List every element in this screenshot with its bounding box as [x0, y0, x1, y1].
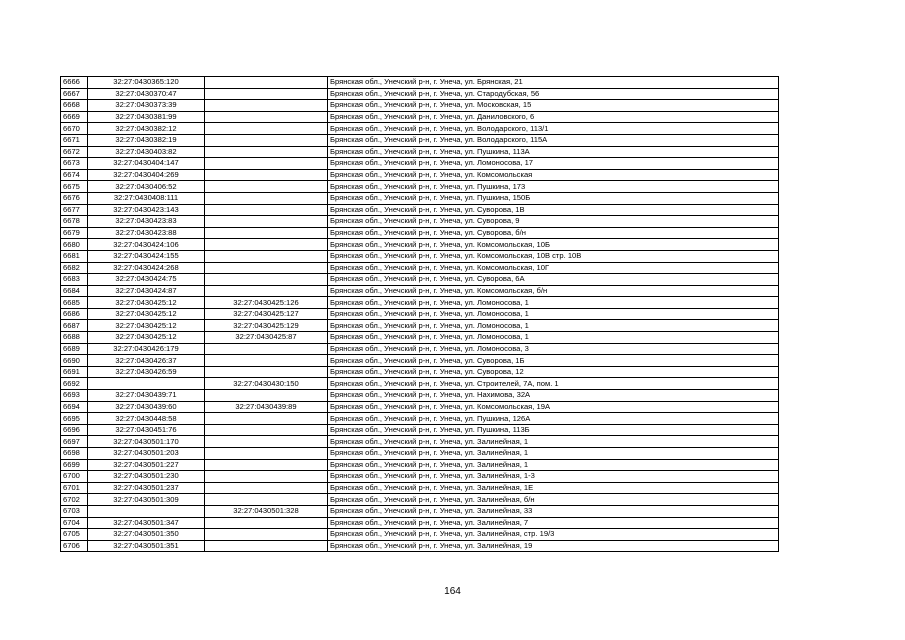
address-cell: Брянская обл., Унечский р-н, г. Унеча, ул. Стародубская, 56: [328, 88, 779, 100]
cadastral-number-cell: 32:27:0430423:88: [88, 227, 205, 239]
address-cell: Брянская обл., Унечский р-н, г. Унеча, ул. Залинейная, 1-3: [328, 471, 779, 483]
table-row: [61, 192, 779, 204]
cadastral-number-cell: 32:27:0430403:82: [88, 146, 205, 158]
address-cell: Брянская обл., Унечский р-н, г. Унеча, ул. Залинейная, 1: [328, 436, 779, 448]
row-number-cell: 6699: [61, 459, 88, 471]
related-cadastral-number-cell: [205, 471, 328, 483]
table-row: [61, 540, 779, 552]
table-row: [61, 77, 779, 89]
table-row: [61, 285, 779, 297]
table-row: [61, 390, 779, 402]
related-cadastral-number-cell: [205, 494, 328, 506]
cadastral-number-cell: 32:27:0430408:111: [88, 192, 205, 204]
row-number-cell: 6690: [61, 355, 88, 367]
table-row: [61, 169, 779, 181]
table-row: [61, 262, 779, 274]
cadastral-number-cell: 32:27:0430451:76: [88, 424, 205, 436]
row-number-cell: 6667: [61, 88, 88, 100]
address-cell: Брянская обл., Унечский р-н, г. Унеча, ул. Ломоносова, 1: [328, 308, 779, 320]
related-cadastral-number-cell: [205, 390, 328, 402]
address-cell: Брянская обл., Унечский р-н, г. Унеча, ул. Пушкина, 113Б: [328, 424, 779, 436]
related-cadastral-number-cell: [205, 77, 328, 89]
table-row: [61, 413, 779, 425]
cadastral-number-cell: 32:27:0430425:12: [88, 297, 205, 309]
related-cadastral-number-cell: [205, 366, 328, 378]
related-cadastral-number-cell: [205, 343, 328, 355]
related-cadastral-number-cell: [205, 192, 328, 204]
table-row: [61, 366, 779, 378]
address-cell: Брянская обл., Унечский р-н, г. Унеча, ул. Комсомольская, 19А: [328, 401, 779, 413]
cadastral-number-cell: 32:27:0430424:87: [88, 285, 205, 297]
cadastral-number-cell: 32:27:0430382:19: [88, 134, 205, 146]
cadastral-number-cell: [88, 378, 205, 390]
cadastral-number-cell: 32:27:0430370:47: [88, 88, 205, 100]
table-row: [61, 448, 779, 460]
row-number-cell: 6675: [61, 181, 88, 193]
related-cadastral-number-cell: 32:27:0430430:150: [205, 378, 328, 390]
table-row: [61, 517, 779, 529]
related-cadastral-number-cell: 32:27:0430439:89: [205, 401, 328, 413]
address-cell: Брянская обл., Унечский р-н, г. Унеча, ул. Залинейная, 1: [328, 448, 779, 460]
row-number-cell: 6686: [61, 308, 88, 320]
related-cadastral-number-cell: 32:27:0430425:87: [205, 332, 328, 344]
cadastral-number-cell: 32:27:0430373:39: [88, 100, 205, 112]
related-cadastral-number-cell: [205, 216, 328, 228]
cadastral-number-cell: 32:27:0430404:147: [88, 158, 205, 170]
address-cell: Брянская обл., Унечский р-н, г. Унеча, ул. Пушкина, 113А: [328, 146, 779, 158]
row-number-cell: 6680: [61, 239, 88, 251]
row-number-cell: 6698: [61, 448, 88, 460]
row-number-cell: 6681: [61, 250, 88, 262]
row-number-cell: 6683: [61, 274, 88, 286]
related-cadastral-number-cell: [205, 227, 328, 239]
cadastral-number-cell: 32:27:0430424:106: [88, 239, 205, 251]
row-number-cell: 6682: [61, 262, 88, 274]
address-cell: Брянская обл., Унечский р-н, г. Унеча, ул. Ломоносова, 1: [328, 332, 779, 344]
table-row: [61, 355, 779, 367]
related-cadastral-number-cell: [205, 448, 328, 460]
cadastral-number-cell: 32:27:0430423:83: [88, 216, 205, 228]
row-number-cell: 6670: [61, 123, 88, 135]
cadastral-number-cell: 32:27:0430423:143: [88, 204, 205, 216]
cadastral-number-cell: 32:27:0430426:37: [88, 355, 205, 367]
table-row: [61, 100, 779, 112]
related-cadastral-number-cell: [205, 100, 328, 112]
table-row: [61, 123, 779, 135]
row-number-cell: 6700: [61, 471, 88, 483]
address-cell: Брянская обл., Унечский р-н, г. Унеча, ул. Комсомольская: [328, 169, 779, 181]
related-cadastral-number-cell: [205, 111, 328, 123]
address-cell: Брянская обл., Унечский р-н, г. Унеча, ул. Суворова, б/н: [328, 227, 779, 239]
table-row: [61, 227, 779, 239]
table-row: [61, 204, 779, 216]
related-cadastral-number-cell: [205, 413, 328, 425]
related-cadastral-number-cell: [205, 158, 328, 170]
address-cell: Брянская обл., Унечский р-н, г. Унеча, ул. Володарского, 113/1: [328, 123, 779, 135]
row-number-cell: 6693: [61, 390, 88, 402]
cadastral-number-cell: 32:27:0430404:269: [88, 169, 205, 181]
row-number-cell: 6691: [61, 366, 88, 378]
address-cell: Брянская обл., Унечский р-н, г. Унеча, ул. Залинейная, 1Е: [328, 482, 779, 494]
table-row: [61, 216, 779, 228]
table-row: [61, 482, 779, 494]
related-cadastral-number-cell: [205, 169, 328, 181]
address-cell: Брянская обл., Унечский р-н, г. Унеча, ул. Ломоносова, 17: [328, 158, 779, 170]
address-cell: Брянская обл., Унечский р-н, г. Унеча, ул. Комсомольская, 10Б: [328, 239, 779, 251]
cadastral-number-cell: 32:27:0430501:227: [88, 459, 205, 471]
cadastral-number-cell: 32:27:0430382:12: [88, 123, 205, 135]
registry-table-body: [61, 77, 779, 552]
cadastral-number-cell: 32:27:0430501:350: [88, 529, 205, 541]
cadastral-number-cell: 32:27:0430424:155: [88, 250, 205, 262]
table-row: [61, 239, 779, 251]
table-row: [61, 424, 779, 436]
address-cell: Брянская обл., Унечский р-н, г. Унеча, ул. Залинейная, 1: [328, 459, 779, 471]
related-cadastral-number-cell: [205, 274, 328, 286]
related-cadastral-number-cell: 32:27:0430425:129: [205, 320, 328, 332]
address-cell: Брянская обл., Унечский р-н, г. Унеча, ул. Комсомольская, 10Г: [328, 262, 779, 274]
address-cell: Брянская обл., Унечский р-н, г. Унеча, ул. Залинейная, 19: [328, 540, 779, 552]
related-cadastral-number-cell: [205, 482, 328, 494]
row-number-cell: 6694: [61, 401, 88, 413]
cadastral-number-cell: 32:27:0430501:170: [88, 436, 205, 448]
related-cadastral-number-cell: [205, 529, 328, 541]
table-row: [61, 343, 779, 355]
related-cadastral-number-cell: [205, 250, 328, 262]
related-cadastral-number-cell: [205, 239, 328, 251]
related-cadastral-number-cell: [205, 436, 328, 448]
row-number-cell: 6706: [61, 540, 88, 552]
related-cadastral-number-cell: [205, 424, 328, 436]
related-cadastral-number-cell: [205, 181, 328, 193]
cadastral-number-cell: 32:27:0430426:59: [88, 366, 205, 378]
table-row: [61, 320, 779, 332]
cadastral-number-cell: 32:27:0430501:203: [88, 448, 205, 460]
address-cell: Брянская обл., Унечский р-н, г. Унеча, ул. Ломоносова, 1: [328, 320, 779, 332]
address-cell: Брянская обл., Унечский р-н, г. Унеча, ул. Строителей, 7А, пом. 1: [328, 378, 779, 390]
table-row: [61, 146, 779, 158]
table-row: [61, 459, 779, 471]
cadastral-number-cell: 32:27:0430439:60: [88, 401, 205, 413]
address-cell: Брянская обл., Унечский р-н, г. Унеча, ул. Даниловского, 6: [328, 111, 779, 123]
cadastral-number-cell: [88, 505, 205, 517]
registry-table: [60, 76, 779, 552]
address-cell: Брянская обл., Унечский р-н, г. Унеча, ул. Комсомольская, б/н: [328, 285, 779, 297]
address-cell: Брянская обл., Унечский р-н, г. Унеча, ул. Пушкина, 173: [328, 181, 779, 193]
row-number-cell: 6684: [61, 285, 88, 297]
related-cadastral-number-cell: 32:27:0430425:126: [205, 297, 328, 309]
cadastral-number-cell: 32:27:0430425:12: [88, 320, 205, 332]
table-row: [61, 134, 779, 146]
cadastral-number-cell: 32:27:0430424:75: [88, 274, 205, 286]
table-row: [61, 471, 779, 483]
address-cell: Брянская обл., Унечский р-н, г. Унеча, ул. Комсомольская, 10В стр. 10В: [328, 250, 779, 262]
row-number-cell: 6677: [61, 204, 88, 216]
related-cadastral-number-cell: [205, 134, 328, 146]
related-cadastral-number-cell: [205, 204, 328, 216]
related-cadastral-number-cell: [205, 517, 328, 529]
table-row: [61, 158, 779, 170]
table-row: [61, 332, 779, 344]
related-cadastral-number-cell: [205, 285, 328, 297]
address-cell: Брянская обл., Унечский р-н, г. Унеча, ул. Залинейная, б/н: [328, 494, 779, 506]
cadastral-number-cell: 32:27:0430439:71: [88, 390, 205, 402]
related-cadastral-number-cell: 32:27:0430501:328: [205, 505, 328, 517]
address-cell: Брянская обл., Унечский р-н, г. Унеча, ул. Суворова, 1Б: [328, 355, 779, 367]
row-number-cell: 6703: [61, 505, 88, 517]
row-number-cell: 6697: [61, 436, 88, 448]
related-cadastral-number-cell: [205, 355, 328, 367]
cadastral-number-cell: 32:27:0430501:237: [88, 482, 205, 494]
address-cell: Брянская обл., Унечский р-н, г. Унеча, ул. Залинейная, 7: [328, 517, 779, 529]
related-cadastral-number-cell: [205, 540, 328, 552]
cadastral-number-cell: 32:27:0430425:12: [88, 308, 205, 320]
row-number-cell: 6705: [61, 529, 88, 541]
address-cell: Брянская обл., Унечский р-н, г. Унеча, ул. Суворова, 6А: [328, 274, 779, 286]
table-row: [61, 529, 779, 541]
page-number: 164: [444, 586, 461, 597]
row-number-cell: 6672: [61, 146, 88, 158]
table-row: [61, 274, 779, 286]
table-row: [61, 494, 779, 506]
address-cell: Брянская обл., Унечский р-н, г. Унеча, ул. Залинейная, 33: [328, 505, 779, 517]
cadastral-number-cell: 32:27:0430501:230: [88, 471, 205, 483]
related-cadastral-number-cell: [205, 459, 328, 471]
row-number-cell: 6671: [61, 134, 88, 146]
related-cadastral-number-cell: [205, 262, 328, 274]
cadastral-number-cell: 32:27:0430424:268: [88, 262, 205, 274]
cadastral-number-cell: 32:27:0430501:351: [88, 540, 205, 552]
row-number-cell: 6668: [61, 100, 88, 112]
cadastral-number-cell: 32:27:0430425:12: [88, 332, 205, 344]
table-row: [61, 181, 779, 193]
row-number-cell: 6673: [61, 158, 88, 170]
address-cell: Брянская обл., Унечский р-н, г. Унеча, ул. Ломоносова, 1: [328, 297, 779, 309]
row-number-cell: 6695: [61, 413, 88, 425]
table-row: [61, 401, 779, 413]
row-number-cell: 6688: [61, 332, 88, 344]
address-cell: Брянская обл., Унечский р-н, г. Унеча, ул. Пушкина, 150Б: [328, 192, 779, 204]
row-number-cell: 6696: [61, 424, 88, 436]
address-cell: Брянская обл., Унечский р-н, г. Унеча, ул. Московская, 15: [328, 100, 779, 112]
table-row: [61, 308, 779, 320]
address-cell: Брянская обл., Унечский р-н, г. Унеча, ул. Нахимова, 32А: [328, 390, 779, 402]
related-cadastral-number-cell: 32:27:0430425:127: [205, 308, 328, 320]
address-cell: Брянская обл., Унечский р-н, г. Унеча, ул. Залинейная, стр. 19/3: [328, 529, 779, 541]
table-row: [61, 111, 779, 123]
row-number-cell: 6687: [61, 320, 88, 332]
related-cadastral-number-cell: [205, 88, 328, 100]
row-number-cell: 6685: [61, 297, 88, 309]
address-cell: Брянская обл., Унечский р-н, г. Унеча, ул. Суворова, 1В: [328, 204, 779, 216]
table-row: [61, 436, 779, 448]
row-number-cell: 6704: [61, 517, 88, 529]
address-cell: Брянская обл., Унечский р-н, г. Унеча, ул. Ломоносова, 3: [328, 343, 779, 355]
cadastral-number-cell: 32:27:0430501:347: [88, 517, 205, 529]
cadastral-number-cell: 32:27:0430381:99: [88, 111, 205, 123]
row-number-cell: 6692: [61, 378, 88, 390]
table-row: [61, 378, 779, 390]
table-row: [61, 88, 779, 100]
address-cell: Брянская обл., Унечский р-н, г. Унеча, ул. Суворова, 9: [328, 216, 779, 228]
row-number-cell: 6678: [61, 216, 88, 228]
table-row: [61, 505, 779, 517]
table-row: [61, 297, 779, 309]
cadastral-number-cell: 32:27:0430365:120: [88, 77, 205, 89]
row-number-cell: 6679: [61, 227, 88, 239]
related-cadastral-number-cell: [205, 146, 328, 158]
cadastral-number-cell: 32:27:0430501:309: [88, 494, 205, 506]
cadastral-number-cell: 32:27:0430406:52: [88, 181, 205, 193]
row-number-cell: 6702: [61, 494, 88, 506]
row-number-cell: 6701: [61, 482, 88, 494]
row-number-cell: 6674: [61, 169, 88, 181]
table-row: [61, 250, 779, 262]
row-number-cell: 6676: [61, 192, 88, 204]
address-cell: Брянская обл., Унечский р-н, г. Унеча, ул. Володарского, 115А: [328, 134, 779, 146]
related-cadastral-number-cell: [205, 123, 328, 135]
cadastral-number-cell: 32:27:0430448:58: [88, 413, 205, 425]
address-cell: Брянская обл., Унечский р-н, г. Унеча, ул. Суворова, 12: [328, 366, 779, 378]
row-number-cell: 6666: [61, 77, 88, 89]
row-number-cell: 6669: [61, 111, 88, 123]
address-cell: Брянская обл., Унечский р-н, г. Унеча, ул. Брянская, 21: [328, 77, 779, 89]
row-number-cell: 6689: [61, 343, 88, 355]
address-cell: Брянская обл., Унечский р-н, г. Унеча, ул. Пушкина, 126А: [328, 413, 779, 425]
cadastral-number-cell: 32:27:0430426:179: [88, 343, 205, 355]
